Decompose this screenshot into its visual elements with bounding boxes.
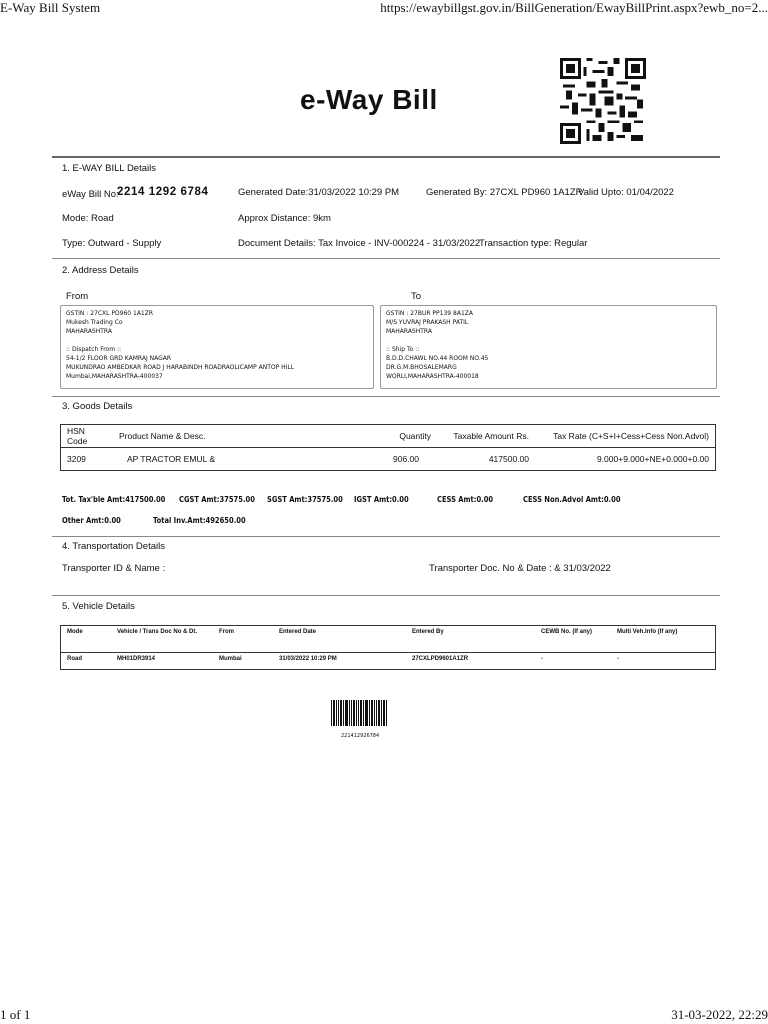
- from-name: Mukesh Trading Co: [66, 319, 123, 326]
- ewb-number-label: eWay Bill No:: [62, 189, 119, 200]
- cell-hsn: 3209: [61, 448, 114, 471]
- cell-multi-veh-info: -: [611, 653, 716, 670]
- ewb-number: 2214 1292 6784: [117, 186, 209, 198]
- from-gstin: GSTIN : 27CXL PD960 1A1ZR: [66, 310, 154, 317]
- valid-upto: Valid Upto: 01/04/2022: [578, 187, 674, 198]
- transport-heading: 4. Transportation Details: [62, 541, 165, 552]
- from-state: MAHARASHTRA: [66, 328, 112, 335]
- dispatch-from-label: :: Dispatch From ::: [66, 346, 122, 353]
- cell-tax-rate: 9.000+9.000+NE+0.000+0.00: [535, 448, 716, 471]
- vehicle-heading: 5. Vehicle Details: [62, 601, 135, 612]
- section-divider: [52, 536, 720, 537]
- approx-distance: Approx Distance: 9km: [238, 213, 331, 224]
- to-state: MAHARASHTRA: [386, 328, 432, 335]
- vehicle-table: [60, 625, 716, 670]
- section-divider: [52, 396, 720, 397]
- cell-vehicle-no: MH01DR3914: [111, 653, 213, 670]
- igst-amount: IGST Amt:0.00: [354, 495, 409, 504]
- col-mode: Mode: [61, 626, 112, 653]
- col-multi-veh-info: Multi Veh.Info (If any): [611, 626, 716, 653]
- barcode-number: 221412926784: [341, 733, 380, 739]
- browser-url[interactable]: https://ewaybillgst.gov.in/BillGeneration/EwayBillPrint.aspx?ewb_no=2...: [380, 0, 768, 15]
- transporter-doc: Transporter Doc. No & Date : & 31/03/2022: [429, 563, 611, 574]
- print-timestamp: 31-03-2022, 22:29: [671, 1007, 768, 1022]
- total-taxable-amount: Tot. Tax'ble Amt:417500.00: [62, 495, 166, 504]
- page-counter: 1 of 1: [0, 1007, 31, 1022]
- supply-type: Type: Outward - Supply: [62, 238, 162, 249]
- ewb-details-heading: 1. E-WAY BILL Details: [62, 163, 156, 174]
- goods-table: [60, 424, 716, 471]
- ship-city: WORLI,MAHARASHTRA-400018: [386, 373, 479, 380]
- col-product-name: Product Name & Desc.: [113, 425, 387, 448]
- browser-page-title: E-Way Bill System: [0, 0, 101, 15]
- table-row: [61, 653, 716, 670]
- col-hsn-code: HSN Code: [61, 425, 114, 448]
- barcode: [329, 700, 389, 732]
- col-entered-date: Entered Date: [273, 626, 406, 653]
- col-vehicle-doc: Vehicle / Trans Doc No & Dt.: [111, 626, 213, 653]
- goods-header-row: [61, 425, 716, 448]
- col-quantity: Quantity: [387, 425, 437, 448]
- cell-mode: Road: [61, 653, 112, 670]
- table-row: [61, 448, 716, 471]
- col-cewb-no: CEWB No. (If any): [535, 626, 611, 653]
- to-address-box: [380, 305, 717, 389]
- ship-address-line: DR.G.M.BHOSALEMARG: [386, 364, 457, 371]
- generated-date: Generated Date:31/03/2022 10:29 PM: [238, 187, 400, 198]
- address-heading: 2. Address Details: [62, 265, 139, 276]
- sgst-amount: SGST Amt:37575.00: [267, 495, 343, 504]
- transporter-id-name: Transporter ID & Name :: [62, 563, 166, 574]
- dispatch-address-line: MUKUNDRAO AMBEDKAR ROAD J HARABINDH ROADRAOLICAMP ANTOP HILL: [66, 364, 295, 371]
- cell-entered-date: 31/03/2022 10:29 PM: [273, 653, 406, 670]
- to-gstin: GSTIN : 27BUR PP139 8A1ZA: [386, 310, 473, 317]
- qr-code: [560, 58, 646, 144]
- to-label: To: [411, 291, 422, 302]
- dispatch-address-line: 54-1/2 FLOOR GRD KAMRAJ NAGAR: [66, 355, 172, 362]
- transaction-type: Transaction type: Regular: [479, 238, 588, 249]
- ship-to-label: :: Ship To ::: [386, 346, 420, 353]
- col-from: From: [213, 626, 273, 653]
- section-divider: [52, 258, 720, 259]
- generated-by: Generated By: 27CXL PD960 1A1ZR: [426, 187, 583, 198]
- cess-non-advol-amount: CESS Non.Advol Amt:0.00: [523, 495, 621, 504]
- cell-from: Mumbai: [213, 653, 273, 670]
- total-invoice-amount: Total Inv.Amt:492650.00: [153, 516, 246, 525]
- col-entered-by: Entered By: [406, 626, 535, 653]
- cess-amount: CESS Amt:0.00: [437, 495, 494, 504]
- document-details: Document Details: Tax Invoice - INV-000224 - 31/03/2022: [238, 238, 481, 249]
- from-address-box: [60, 305, 374, 389]
- col-taxable-amount: Taxable Amount Rs.: [437, 425, 535, 448]
- other-amount: Other Amt:0.00: [62, 516, 121, 525]
- cell-entered-by: 27CXLPD9601A1ZR: [406, 653, 535, 670]
- goods-heading: 3. Goods Details: [62, 401, 133, 412]
- cgst-amount: CGST Amt:37575.00: [179, 495, 255, 504]
- section-divider: [52, 156, 720, 158]
- cell-cewb-no: -: [535, 653, 611, 670]
- ship-address-line: B.D.D.CHAWL NO.44 ROOM NO.45: [386, 355, 489, 362]
- cell-quantity: 906.00: [387, 448, 437, 471]
- vehicle-header-row: [61, 626, 716, 653]
- cell-taxable-amount: 417500.00: [437, 448, 535, 471]
- to-name: M/S YUVRAJ PRAKASH PATIL: [386, 319, 469, 326]
- from-label: From: [66, 291, 89, 302]
- col-tax-rate: Tax Rate (C+S+I+Cess+Cess Non.Advol): [535, 425, 716, 448]
- document-title: e-Way Bill: [300, 84, 438, 115]
- dispatch-city: Mumbai,MAHARASHTRA-400037: [66, 373, 163, 380]
- cell-product: AP TRACTOR EMUL &: [113, 448, 387, 471]
- mode: Mode: Road: [62, 213, 114, 224]
- section-divider: [52, 595, 720, 596]
